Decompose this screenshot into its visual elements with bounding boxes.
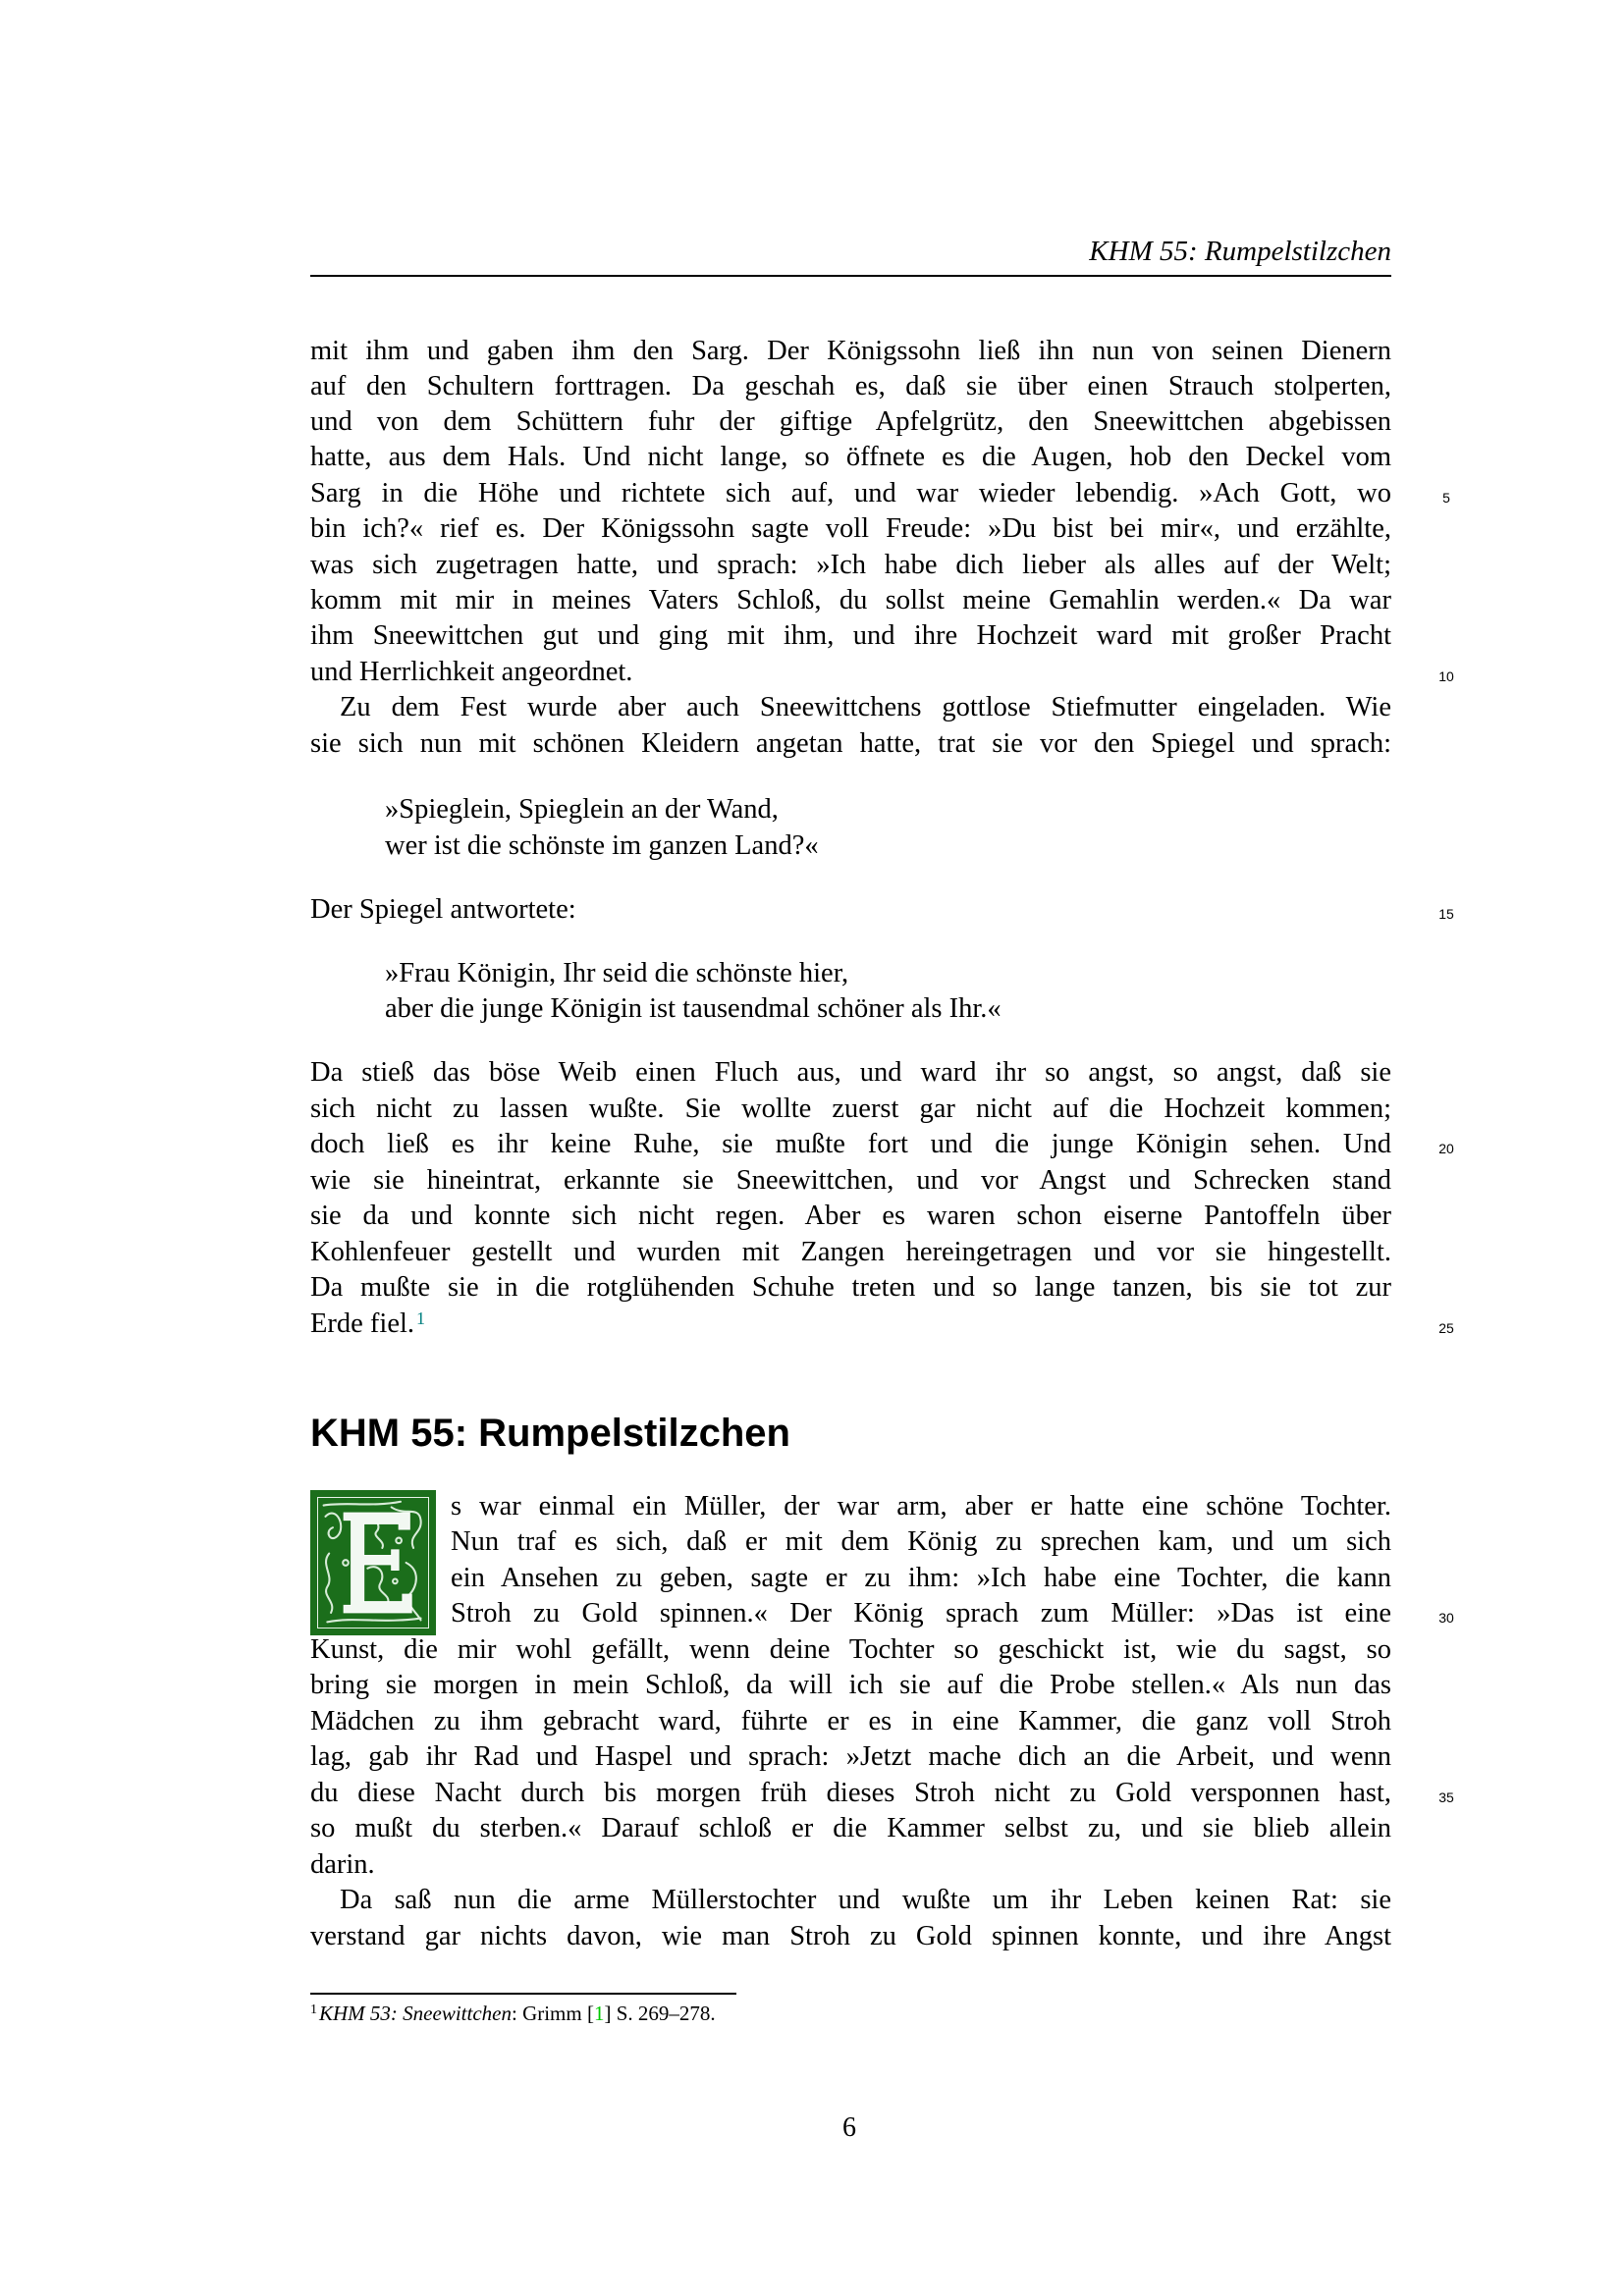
footnote-colon: : xyxy=(511,2002,517,2025)
running-head-label: KHM 55 xyxy=(1089,236,1188,267)
text-line: ein Ansehen zu geben, sagte er zu ihm: »Ich habe eine Tochter, die kann xyxy=(451,1563,1391,1593)
text-line: bring sie morgen in mein Schloß, da will ich sie auf die Probe stellen.« Als nun das xyxy=(310,1670,1391,1700)
running-head-title: Rumpelstilzchen xyxy=(1204,236,1391,267)
text-line: Da saß nun die arme Müllerstochter und wußte um ihr Leben keinen Rat: sie xyxy=(340,1885,1391,1915)
text-line: sich nicht zu lassen wußte. Sie wollte zuerst gar nicht auf die Hochzeit kommen; xyxy=(310,1094,1391,1124)
text-line: Stroh zu Gold spinnen.« Der König sprach zum Müller: »Das ist eine xyxy=(451,1598,1391,1629)
text-line: so mußt du sterben.« Darauf schloß er die Kammer selbst zu, und sie blieb allein xyxy=(310,1813,1391,1843)
text-line: was sich zugetragen hatte, und sprach: »Ich habe dich lieber als alles auf der Welt; xyxy=(310,550,1391,580)
text-line: mit ihm und gaben ihm den Sarg. Der Königssohn ließ ihn nun von seinen Dienern xyxy=(310,336,1391,366)
line-number: 30 xyxy=(1438,1610,1454,1626)
dropcap-frame xyxy=(317,1497,429,1629)
running-head-separator: : xyxy=(1188,236,1205,267)
footnote-pages: S. 269–278. xyxy=(611,2002,716,2025)
line-number: 20 xyxy=(1438,1141,1454,1156)
text-line: und Herrlichkeit angeordnet. xyxy=(310,657,633,687)
text-line: Da stieß das böse Weib einen Fluch aus, und ward ihr so angst, so angst, daß sie xyxy=(310,1057,1391,1088)
text-line: bin ich?« rief es. Der Königssohn sagte voll Freude: »Du bist bei mir«, und erzählte, xyxy=(310,513,1391,544)
page-number: 6 xyxy=(842,2112,856,2143)
text-line: verstand gar nichts davon, wie man Stroh zu Gold spinnen konnte, und ihre Angst xyxy=(310,1921,1391,1951)
verse-line: »Spieglein, Spieglein an der Wand, xyxy=(385,794,779,825)
text-line: Sarg in die Höhe und richtete sich auf, und war wieder lebendig. »Ach Gott, wo xyxy=(310,478,1391,508)
text-line: wie sie hineintrat, erkannte sie Sneewittchen, und vor Angst und Schrecken stand xyxy=(310,1165,1391,1196)
text-line: sie da und konnte sich nicht regen. Aber es waren schon eiserne Pantoffeln über xyxy=(310,1201,1391,1231)
line-number: 25 xyxy=(1438,1320,1454,1336)
text-line: sie sich nun mit schönen Kleidern angetan hatte, trat sie vor den Spiegel und sprach: xyxy=(310,728,1391,759)
line-number: 35 xyxy=(1438,1789,1454,1805)
line-number: 5 xyxy=(1442,490,1450,506)
text-line: doch ließ es ihr keine Ruhe, sie mußte fort und die junge Königin sehen. Und xyxy=(310,1129,1391,1159)
verse-line: aber die junge Königin ist tausendmal schöner als Ihr.« xyxy=(385,993,1001,1024)
footnote-source: Grimm xyxy=(516,2002,587,2025)
header-rule xyxy=(310,275,1391,277)
running-head xyxy=(310,234,1391,269)
verse-line: »Frau Königin, Ihr seid die schönste hier, xyxy=(385,958,849,988)
citation-link[interactable]: 1 xyxy=(593,2002,605,2025)
text-line: Nun traf es sich, daß er mit dem König zu sprechen kam, und um sich xyxy=(451,1526,1391,1557)
footnote-label: KHM 53: xyxy=(319,2002,398,2025)
text-line: Mädchen zu ihm gebracht ward, führte er es in eine Kammer, die ganz voll Stroh xyxy=(310,1706,1391,1736)
text-line: hatte, aus dem Hals. Und nicht lange, so öffnete es die Augen, hob den Deckel vom xyxy=(310,442,1391,472)
text-line: s war einmal ein Müller, der war arm, aber er hatte eine schöne Tochter. xyxy=(451,1491,1391,1522)
text-line: komm mit mir in meines Vaters Schloß, du sollst meine Gemahlin werden.« Da war xyxy=(310,585,1391,615)
text-line: lag, gab ihr Rad und Haspel und sprach: »Jetzt mache dich an die Arbeit, und wenn xyxy=(310,1741,1391,1772)
text-line: du diese Nacht durch bis morgen früh dieses Stroh nicht zu Gold versponnen hast, xyxy=(310,1778,1391,1808)
line-number: 15 xyxy=(1438,906,1454,922)
text-line-content: Erde fiel. xyxy=(310,1308,415,1339)
citation-open: [ xyxy=(586,2002,594,2025)
text-line: Kohlenfeuer gestellt und wurden mit Zangen hereingetragen und vor sie hingestellt. xyxy=(310,1237,1391,1267)
line-number: 10 xyxy=(1438,668,1454,684)
citation-close: ] xyxy=(604,2002,612,2025)
text-line: ihm Sneewittchen gut und ging mit ihm, und ihre Hochzeit ward mit großer Pracht xyxy=(310,620,1391,651)
ornament-icon xyxy=(318,1498,428,1628)
text-line: Da mußte sie in die rotglühenden Schuhe treten und so lange tanzen, bis sie tot zur xyxy=(310,1272,1391,1303)
footnote-number: 1 xyxy=(310,2002,317,2017)
verse-line: wer ist die schönste im ganzen Land?« xyxy=(385,830,819,861)
footnote-rule xyxy=(310,1993,736,1995)
text-line: auf den Schultern forttragen. Da geschah es, daß sie über einen Strauch stolperten, xyxy=(310,371,1391,401)
text-line: Zu dem Fest wurde aber auch Sneewittchens gottlose Stiefmutter eingeladen. Wie xyxy=(340,692,1391,722)
footnote-title: Sneewittchen xyxy=(403,2002,512,2025)
section-heading: KHM 55: Rumpelstilzchen xyxy=(310,1412,790,1455)
text-line: darin. xyxy=(310,1849,375,1880)
text-line: Kunst, die mir wohl gefällt, wenn deine Tochter so geschickt ist, wie du sagst, so xyxy=(310,1634,1391,1665)
footnote-marker-link[interactable]: 1 xyxy=(416,1308,426,1328)
text-line: Der Spiegel antwortete: xyxy=(310,894,576,925)
footnote xyxy=(310,1999,716,2028)
text-line xyxy=(310,1307,1391,1342)
text-line: und von dem Schüttern fuhr der giftige Apfelgrütz, den Sneewittchen abgebissen xyxy=(310,406,1391,437)
dropcap-initial xyxy=(310,1490,436,1635)
